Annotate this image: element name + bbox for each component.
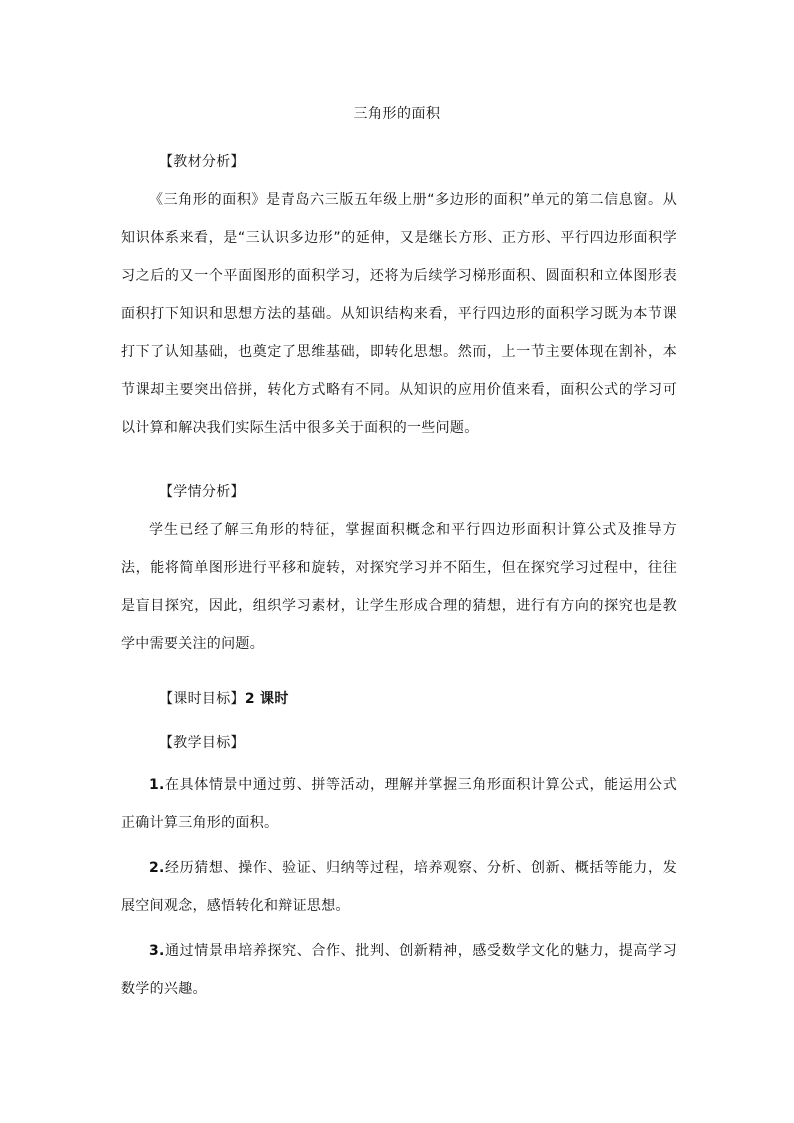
- student-analysis-paragraph: 学生已经了解三角形的特征，掌握面积概念和平行四边形面积计算公式及推导方法，能将简单图形进行平移和旋转，对探究学习并不陌生，但在探究学习过程中，往往是盲目探究，因此，组织学习素材，让学生形成合理的猜想，进行有方向的探究也是教学中需要关注的问题。: [121, 522, 677, 652]
- class-hours-label: 【课时目标】: [159, 691, 245, 707]
- section-heading-teaching-goals: 【教学目标】: [159, 735, 245, 751]
- goal-number: 2.: [149, 860, 165, 876]
- goal-text: 经历猜想、操作、验证、归纳等过程，培养观察、分析、创新、概括等能力，发展空间观念，感悟转化和辩证思想。: [121, 860, 677, 914]
- goal-text: 通过情景串培养探究、合作、批判、创新精神，感受数学文化的魅力，提高学习数学的兴趣。: [121, 943, 677, 997]
- section-heading-class-hours: [159, 680, 289, 718]
- section-heading-textbook-analysis: 【教材分析】: [159, 154, 245, 170]
- goal-number: 1.: [149, 777, 165, 793]
- class-hours-value: 2 课时: [244, 691, 289, 707]
- goal-number: 3.: [149, 943, 165, 959]
- section-heading-student-analysis: 【学情分析】: [159, 484, 245, 500]
- teaching-goal-item: [121, 849, 677, 925]
- document-title: 三角形的面积: [353, 106, 441, 122]
- teaching-goal-item: [121, 766, 677, 842]
- teaching-goal-item: [121, 932, 677, 1008]
- textbook-analysis-paragraph: 《三角形的面积》是青岛六三版五年级上册“多边形的面积”单元的第二信息窗。从知识体系来看，是“三认识多边形”的延伸，又是继长方形、正方形、平行四边形面积学习之后的又一个平面图形的面积学习，还将为后续学习梯形面积、圆面积和立体图形表面积打下知识和思想方法的基础。从知识结构来看，平行四边形的面积学习既为本节课打下了认知基础，也奠定了思维基础，即转化思想。然而，上一节主要体现在割补，本节课却主要突出倍拼，转化方式略有不同。从知识的应用价值来看，面积公式的学习可以计算和解决我们实际生活中很多关于面积的一些问题。: [121, 192, 677, 436]
- goal-text: 在具体情景中通过剪、拼等活动，理解并掌握三角形面积计算公式，能运用公式正确计算三角形的面积。: [121, 777, 677, 831]
